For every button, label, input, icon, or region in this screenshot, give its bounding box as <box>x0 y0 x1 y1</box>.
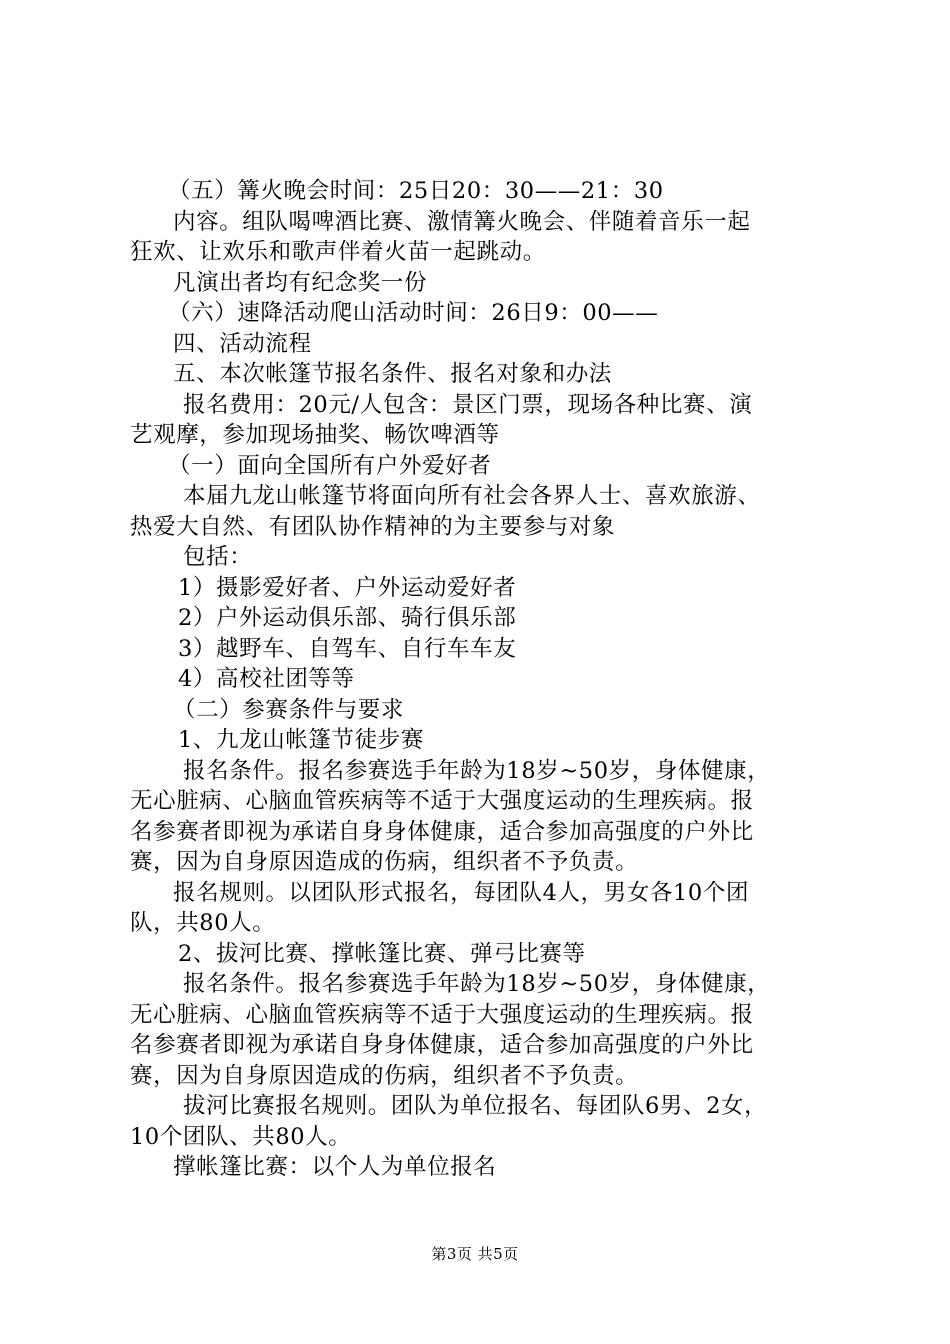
document-line: 狂欢、让欢乐和歌声伴着火苗一起跳动。 <box>130 239 546 265</box>
document-line: 五、本次帐篷节报名条件、报名对象和办法 <box>173 361 612 387</box>
document-line: 报名条件。报名参赛选手年龄为18岁~50岁，身体健康， <box>183 971 771 997</box>
document-line: （一）面向全国所有户外爱好者 <box>168 452 492 479</box>
document-line: 本届九龙山帐篷节将面向所有社会各界人士、喜欢旅游、 <box>183 483 761 509</box>
document-line: 四、活动流程 <box>173 330 312 357</box>
document-line: 2）户外运动俱乐部、骑行俱乐部 <box>178 605 517 631</box>
document-line: （二）参赛条件与要求 <box>173 696 405 723</box>
document-line: （六）速降活动爬山活动时间：26日9：00—— <box>168 300 659 326</box>
document-line: 名参赛者即视为承诺自身身体健康，适合参加高强度的户外比 <box>130 818 754 845</box>
document-line: 撑帐篷比赛：以个人为单位报名 <box>173 1154 497 1180</box>
document-line: 队，共80人。 <box>130 910 276 936</box>
document-line: 2、拔河比赛、撑帐篷比赛、弹弓比赛等 <box>178 940 586 967</box>
document-line: 包括： <box>183 544 253 570</box>
document-line: 凡演出者均有纪念奖一份 <box>173 269 428 296</box>
document-line: 报名费用：20元/人包含：景区门票，现场各种比赛、演 <box>183 391 753 418</box>
document-line: 3）越野车、自驾车、自行车车友 <box>178 635 517 662</box>
document-line: 报名规则。以团队形式报名，每团队4人，男女各10个团 <box>173 879 750 906</box>
document-line: 1、九龙山帐篷节徒步赛 <box>178 727 424 753</box>
document-line: 无心脏病、心脑血管疾病等不适于大强度运动的生理疾病。报 <box>130 788 754 814</box>
document-line: （五）篝火晚会时间：25日20：30——21：30 <box>168 178 664 204</box>
document-line: 赛，因为自身原因造成的伤病，组织者不予负责。 <box>130 849 639 875</box>
document-line: 4）高校社团等等 <box>178 666 355 692</box>
document-body <box>130 176 845 1183</box>
document-line: 名参赛者即视为承诺自身身体健康，适合参加高强度的户外比 <box>130 1032 754 1058</box>
document-line: 拔河比赛报名规则。团队为单位报名、每团队6男、2女， <box>183 1093 768 1119</box>
document-line: 赛，因为自身原因造成的伤病，组织者不予负责。 <box>130 1062 639 1089</box>
document-line: 无心脏病、心脑血管疾病等不适于大强度运动的生理疾病。报 <box>130 1001 754 1028</box>
page-footer: 第3页 共5页 <box>431 1245 519 1263</box>
document-line: 艺观摩，参加现场抽奖、畅饮啤酒等 <box>130 422 500 448</box>
document-line: 10个团队、共80人。 <box>130 1123 352 1150</box>
document-line: 报名条件。报名参赛选手年龄为18岁~50岁，身体健康， <box>183 757 771 784</box>
document-line: 1）摄影爱好者、户外运动爱好者 <box>178 574 517 601</box>
document-line: 内容。组队喝啤酒比赛、激情篝火晚会、伴随着音乐一起 <box>173 208 751 235</box>
document-line: 热爱大自然、有团队协作精神的为主要参与对象 <box>130 513 616 540</box>
